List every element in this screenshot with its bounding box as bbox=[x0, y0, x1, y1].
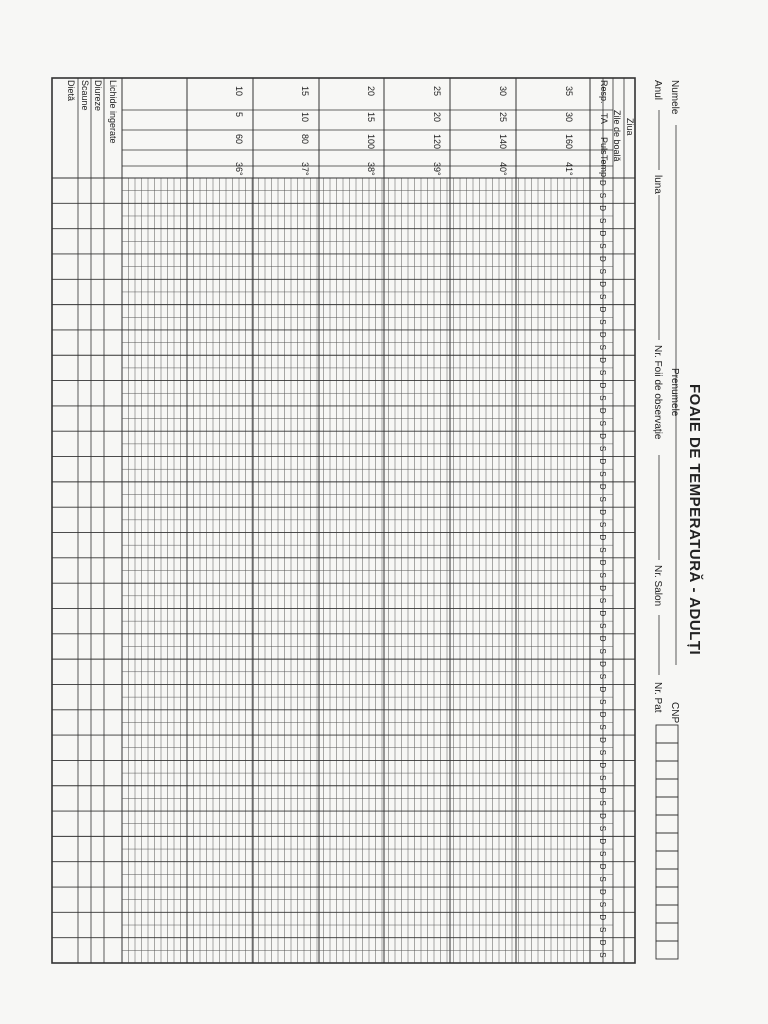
cnp-digit-box[interactable] bbox=[656, 905, 678, 923]
col-header-ta: TA bbox=[599, 113, 609, 124]
cnp-digit-box[interactable] bbox=[656, 743, 678, 761]
scale-labels bbox=[234, 86, 574, 176]
scale-value-resp: 30 bbox=[498, 86, 508, 97]
scale-value-temp: 36° bbox=[234, 162, 244, 176]
day-mark-s: S bbox=[598, 623, 607, 629]
day-mark-s: S bbox=[598, 800, 607, 806]
grid-lines bbox=[52, 78, 635, 963]
field-cnp-label: CNP bbox=[669, 702, 680, 724]
day-mark-s: S bbox=[598, 218, 607, 224]
scale-value-ta: 20 bbox=[432, 112, 442, 123]
cnp-digit-box[interactable] bbox=[656, 887, 678, 905]
day-mark-d: D bbox=[598, 838, 607, 845]
scale-value-temp: 40° bbox=[498, 162, 508, 176]
day-mark-d: D bbox=[598, 711, 607, 718]
day-mark-d: D bbox=[598, 509, 607, 515]
day-mark-d: D bbox=[598, 433, 607, 439]
field-numele-label: Numele bbox=[669, 80, 680, 115]
scale-value-puls: 160 bbox=[564, 134, 574, 150]
scale-value-resp: 15 bbox=[300, 86, 310, 97]
day-mark-s: S bbox=[598, 572, 607, 578]
day-mark-d: D bbox=[598, 585, 607, 591]
scale-value-ta: 30 bbox=[564, 112, 574, 123]
cnp-boxes[interactable] bbox=[656, 725, 678, 959]
bottom-row-labels bbox=[66, 80, 118, 144]
scale-value-temp: 41° bbox=[564, 162, 574, 176]
day-mark-d: D bbox=[598, 483, 607, 490]
day-mark-s: S bbox=[598, 395, 607, 401]
scale-value-ta: 15 bbox=[366, 112, 376, 123]
cnp-digit-box[interactable] bbox=[656, 941, 678, 959]
day-mark-d: D bbox=[598, 686, 607, 693]
cnp-digit-box[interactable] bbox=[656, 833, 678, 851]
row-label-ziua: Ziua bbox=[625, 118, 635, 136]
day-mark-s: S bbox=[598, 294, 607, 300]
scale-value-resp: 25 bbox=[432, 86, 442, 97]
field-nr-salon-label: Nr. Salon bbox=[652, 565, 663, 607]
scale-value-ta: 25 bbox=[498, 112, 508, 123]
cnp-digit-box[interactable] bbox=[656, 797, 678, 815]
day-mark-s: S bbox=[598, 344, 607, 350]
day-mark-d: D bbox=[598, 534, 607, 541]
day-mark-d: D bbox=[598, 635, 607, 642]
day-mark-s: S bbox=[598, 369, 607, 376]
day-mark-s: S bbox=[598, 699, 607, 705]
day-mark-s: S bbox=[598, 851, 607, 857]
row-label-dieta: Dietă bbox=[66, 80, 76, 102]
day-mark-d: D bbox=[598, 661, 607, 667]
day-mark-d: D bbox=[598, 914, 607, 921]
scale-value-puls: 80 bbox=[300, 134, 310, 145]
day-mark-d: D bbox=[598, 889, 607, 895]
field-nr-pat-label: Nr. Pat bbox=[652, 682, 663, 713]
day-mark-s: S bbox=[598, 775, 607, 781]
scale-value-temp: 38° bbox=[366, 162, 376, 176]
day-mark-s: S bbox=[598, 597, 607, 604]
day-mark-d: D bbox=[598, 281, 607, 288]
day-mark-d: D bbox=[598, 205, 607, 212]
cnp-digit-box[interactable] bbox=[656, 815, 678, 833]
scale-value-ta: 10 bbox=[300, 112, 310, 123]
row-label-scaune: Scaune bbox=[80, 80, 90, 111]
cnp-digit-box[interactable] bbox=[656, 725, 678, 743]
col-header-resp: Resp. bbox=[599, 80, 609, 104]
day-mark-s: S bbox=[598, 319, 607, 325]
grid-border bbox=[52, 78, 635, 963]
col-header-temp: Temp. bbox=[599, 155, 609, 180]
field-anul-label: Anul bbox=[652, 80, 663, 101]
col-header-puls: Puls bbox=[599, 137, 609, 155]
day-mark-d: D bbox=[598, 230, 607, 237]
day-mark-s: S bbox=[598, 825, 607, 832]
scale-value-resp: 10 bbox=[234, 86, 244, 97]
day-mark-s: S bbox=[598, 243, 607, 249]
day-mark-d: D bbox=[598, 863, 607, 870]
day-mark-s: S bbox=[598, 876, 607, 882]
field-prenumele-label: Prenumele bbox=[669, 368, 680, 417]
row-label-lichide-ingerate: Lichide ingerate bbox=[108, 80, 118, 144]
day-mark-d: D bbox=[598, 357, 607, 364]
row-label-zile-de-boala: Zile de boală bbox=[612, 110, 622, 162]
day-mark-d: D bbox=[598, 762, 607, 769]
day-mark-s: S bbox=[598, 420, 607, 426]
form-title: FOAIE DE TEMPERATURĂ - ADULȚI bbox=[686, 384, 703, 656]
day-mark-d: D bbox=[598, 813, 607, 819]
cnp-digit-box[interactable] bbox=[656, 851, 678, 869]
day-mark-d: D bbox=[598, 180, 607, 186]
day-mark-s: S bbox=[598, 901, 607, 908]
day-mark-s: S bbox=[598, 192, 607, 199]
day-mark-s: S bbox=[598, 521, 607, 528]
day-mark-s: S bbox=[598, 496, 607, 502]
day-mark-s: S bbox=[598, 673, 607, 680]
form-header bbox=[652, 80, 703, 959]
day-mark-s: S bbox=[598, 648, 607, 654]
field-nr-foii-label: Nr. Foii de observație bbox=[652, 345, 663, 440]
cnp-digit-box[interactable] bbox=[656, 761, 678, 779]
day-mark-d: D bbox=[598, 256, 607, 262]
scale-value-temp: 37° bbox=[300, 162, 310, 176]
scale-value-puls: 60 bbox=[234, 134, 244, 145]
day-mark-s: S bbox=[598, 547, 607, 553]
day-mark-s: S bbox=[598, 952, 607, 958]
scale-value-puls: 140 bbox=[498, 134, 508, 150]
row-label-diureze: Diureze bbox=[93, 80, 103, 112]
scale-value-ta: 5 bbox=[234, 112, 244, 118]
scale-value-temp: 39° bbox=[432, 162, 442, 176]
scale-value-resp: 20 bbox=[366, 86, 376, 97]
day-mark-s: S bbox=[598, 445, 607, 452]
day-mark-d: D bbox=[598, 737, 607, 743]
scale-value-puls: 120 bbox=[432, 134, 442, 150]
day-mark-d: D bbox=[598, 787, 607, 794]
scale-value-resp: 35 bbox=[564, 86, 574, 97]
field-luna-label: luna bbox=[652, 175, 663, 194]
day-marks bbox=[598, 180, 607, 958]
day-mark-d: D bbox=[598, 559, 607, 566]
day-mark-s: S bbox=[598, 927, 607, 933]
day-mark-s: S bbox=[598, 724, 607, 730]
day-mark-d: D bbox=[598, 610, 607, 617]
day-mark-s: S bbox=[598, 749, 607, 756]
day-mark-d: D bbox=[598, 382, 607, 389]
day-mark-d: D bbox=[598, 458, 607, 465]
day-mark-s: S bbox=[598, 471, 607, 477]
scale-value-puls: 100 bbox=[366, 134, 376, 150]
day-mark-d: D bbox=[598, 331, 607, 338]
chart-grid bbox=[52, 78, 635, 963]
day-mark-d: D bbox=[598, 306, 607, 313]
cnp-digit-box[interactable] bbox=[656, 869, 678, 887]
day-mark-d: D bbox=[598, 407, 607, 414]
day-mark-d: D bbox=[598, 939, 607, 946]
cnp-digit-box[interactable] bbox=[656, 779, 678, 797]
day-mark-s: S bbox=[598, 268, 607, 274]
cnp-digit-box[interactable] bbox=[656, 923, 678, 941]
